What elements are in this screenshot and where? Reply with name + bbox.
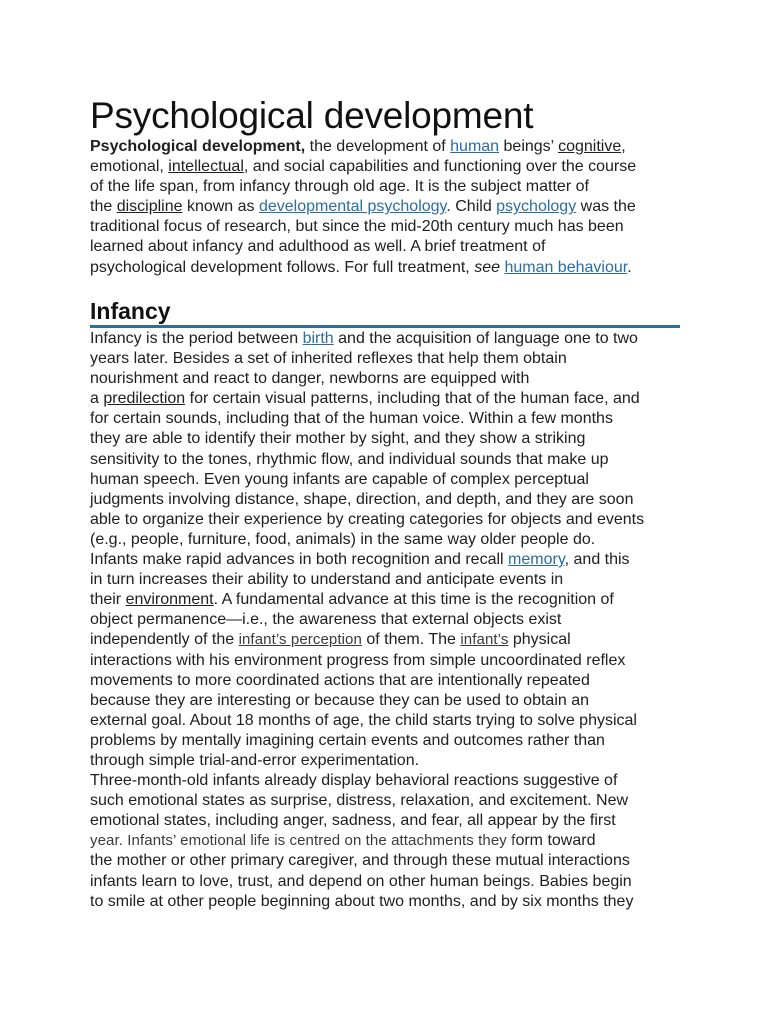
text: of the life span, from infancy through old age. It is the subject matter of — [90, 178, 589, 196]
body-line — [90, 429, 680, 449]
text: (e.g., people, furniture, food, animals) in the same way older people do. — [90, 530, 596, 548]
text: the mother or other primary caregiver, and through these mutual interactions — [90, 852, 630, 870]
text: such emotional states as surprise, distress, relaxation, and excitement. New — [90, 792, 629, 810]
text: independently of the — [90, 631, 239, 649]
body-line — [90, 610, 680, 630]
intro-line-2 — [90, 157, 680, 177]
body-line — [90, 731, 680, 751]
text: Infancy is the period between — [90, 330, 303, 347]
body-line — [90, 490, 680, 510]
text: beings’ — [499, 138, 559, 155]
text: was the — [576, 198, 636, 216]
text: able to organize their experience by creating categories for objects and events — [90, 510, 645, 528]
body-line — [90, 329, 680, 349]
body-line — [90, 349, 680, 369]
underlined-term-environment: environment — [125, 591, 214, 609]
text: . A fundamental advance at this time is the recognition of — [213, 591, 614, 609]
text: physical — [508, 631, 571, 649]
text: to smile at other people beginning about two months, and by six months they — [90, 892, 634, 910]
text: Infants make rapid advances in both recognition and recall — [90, 551, 509, 569]
body-line — [90, 892, 680, 912]
link-infants-perception[interactable]: infant’s perception — [238, 631, 362, 649]
text: through simple trial-and-error experimentation. — [90, 751, 420, 769]
body-line — [90, 811, 680, 831]
body-line — [90, 510, 680, 530]
body-line — [90, 450, 680, 470]
body-line — [90, 369, 680, 389]
text: object permanence—i.e., the awareness that external objects exist — [90, 611, 562, 629]
intro-line-4 — [90, 197, 680, 217]
body-line — [90, 550, 680, 570]
underlined-term-intellectual: intellectual — [168, 158, 244, 176]
text: emotional, — [90, 158, 169, 176]
link-human-behaviour[interactable]: human behaviour — [504, 258, 628, 276]
text: . — [627, 258, 632, 276]
body-line — [90, 872, 680, 892]
text: because they are interesting or because they can be used to obtain an — [90, 691, 590, 709]
link-memory[interactable]: memory — [508, 551, 565, 569]
link-birth[interactable]: birth — [302, 330, 334, 347]
text: their — [90, 591, 126, 609]
text: in turn increases their ability to understand and anticipate events in — [90, 571, 564, 589]
body-line — [90, 711, 680, 731]
body-line — [90, 530, 680, 550]
underlined-term-discipline: discipline — [116, 198, 183, 216]
text: known as — [182, 198, 259, 216]
body-line — [90, 831, 680, 851]
body-line — [90, 389, 680, 409]
body-line — [90, 651, 680, 671]
text: sensitivity to the tones, rhythmic flow, and individual sounds that make up — [90, 450, 609, 468]
text: for certain sounds, including that of the human voice. Within a few months — [90, 410, 613, 428]
underlined-term-cognitive: cognitive — [558, 138, 622, 155]
intro-line-1 — [90, 137, 680, 157]
text: , and social capabilities and functioning over the course — [243, 158, 637, 176]
text: of them. The — [361, 631, 461, 649]
text: emotional states, including anger, sadness, and fear, all appear by the first — [90, 812, 616, 830]
text: problems by mentally imagining certain events and outcomes rather than — [90, 731, 605, 749]
section-divider — [90, 325, 680, 328]
infancy-paragraph — [90, 329, 680, 912]
text: the — [90, 198, 117, 216]
text: , and this — [564, 551, 630, 569]
text: years later. Besides a set of inherited reflexes that help them obtain — [90, 350, 567, 368]
bold-term: Psychological development, — [90, 138, 306, 155]
page-title: Psychological development — [90, 95, 534, 136]
text: orm toward — [515, 832, 596, 850]
text: learned about infancy and adulthood as well. A brief treatment of — [90, 238, 546, 256]
text: traditional focus of research, but since the mid-20th century much has been — [90, 218, 624, 236]
body-line — [90, 691, 680, 711]
intro-line-3 — [90, 177, 680, 197]
body-line — [90, 791, 680, 811]
body-line — [90, 751, 680, 771]
text: external goal. About 18 months of age, the child starts trying to solve physical — [90, 711, 637, 729]
section-heading-infancy: Infancy — [90, 298, 171, 324]
body-line — [90, 630, 680, 650]
body-line — [90, 671, 680, 691]
link-psychology[interactable]: psychology — [496, 198, 577, 216]
intro-paragraph — [90, 137, 680, 278]
text: Three-month-old infants already display behavioral reactions suggestive of — [90, 772, 618, 790]
italic-see: see — [474, 258, 500, 276]
intro-line-5 — [90, 217, 680, 237]
text: a — [90, 390, 104, 408]
link-infants[interactable]: infant’s — [460, 631, 509, 649]
body-line — [90, 570, 680, 590]
text: psychological development follows. For full treatment, — [90, 258, 475, 276]
text: interactions with his environment progress from simple uncoordinated reflex — [90, 651, 626, 669]
text: and the acquisition of language one to two — [333, 330, 638, 347]
body-line — [90, 470, 680, 490]
text: human speech. Even young infants are capable of complex perceptual — [90, 470, 589, 488]
text: , — [621, 138, 626, 155]
text: movements to more coordinated actions that are intentionally repeated — [90, 671, 590, 689]
link-developmental-psychology[interactable]: developmental psychology — [258, 198, 447, 216]
body-line — [90, 409, 680, 429]
intro-line-7 — [90, 258, 680, 278]
body-line — [90, 851, 680, 871]
text: the development of — [305, 138, 451, 155]
text: judgments involving distance, shape, direction, and depth, and they are soon — [90, 490, 634, 508]
text: infants learn to love, trust, and depend on other human beings. Babies begin — [90, 872, 632, 890]
text: for certain visual patterns, including that of the human face, and — [185, 390, 640, 408]
intro-line-6 — [90, 237, 680, 257]
body-line — [90, 590, 680, 610]
text: . Child — [446, 198, 497, 216]
text: they are able to identify their mother by sight, and they show a striking — [90, 430, 586, 448]
body-line — [90, 771, 680, 791]
link-human[interactable]: human — [450, 138, 500, 155]
light-text: year. Infants’ emotional life is centred on the attachments they f — [90, 832, 516, 850]
underlined-term-predilection: predilection — [103, 390, 186, 408]
text: nourishment and react to danger, newborns are equipped with — [90, 370, 530, 388]
